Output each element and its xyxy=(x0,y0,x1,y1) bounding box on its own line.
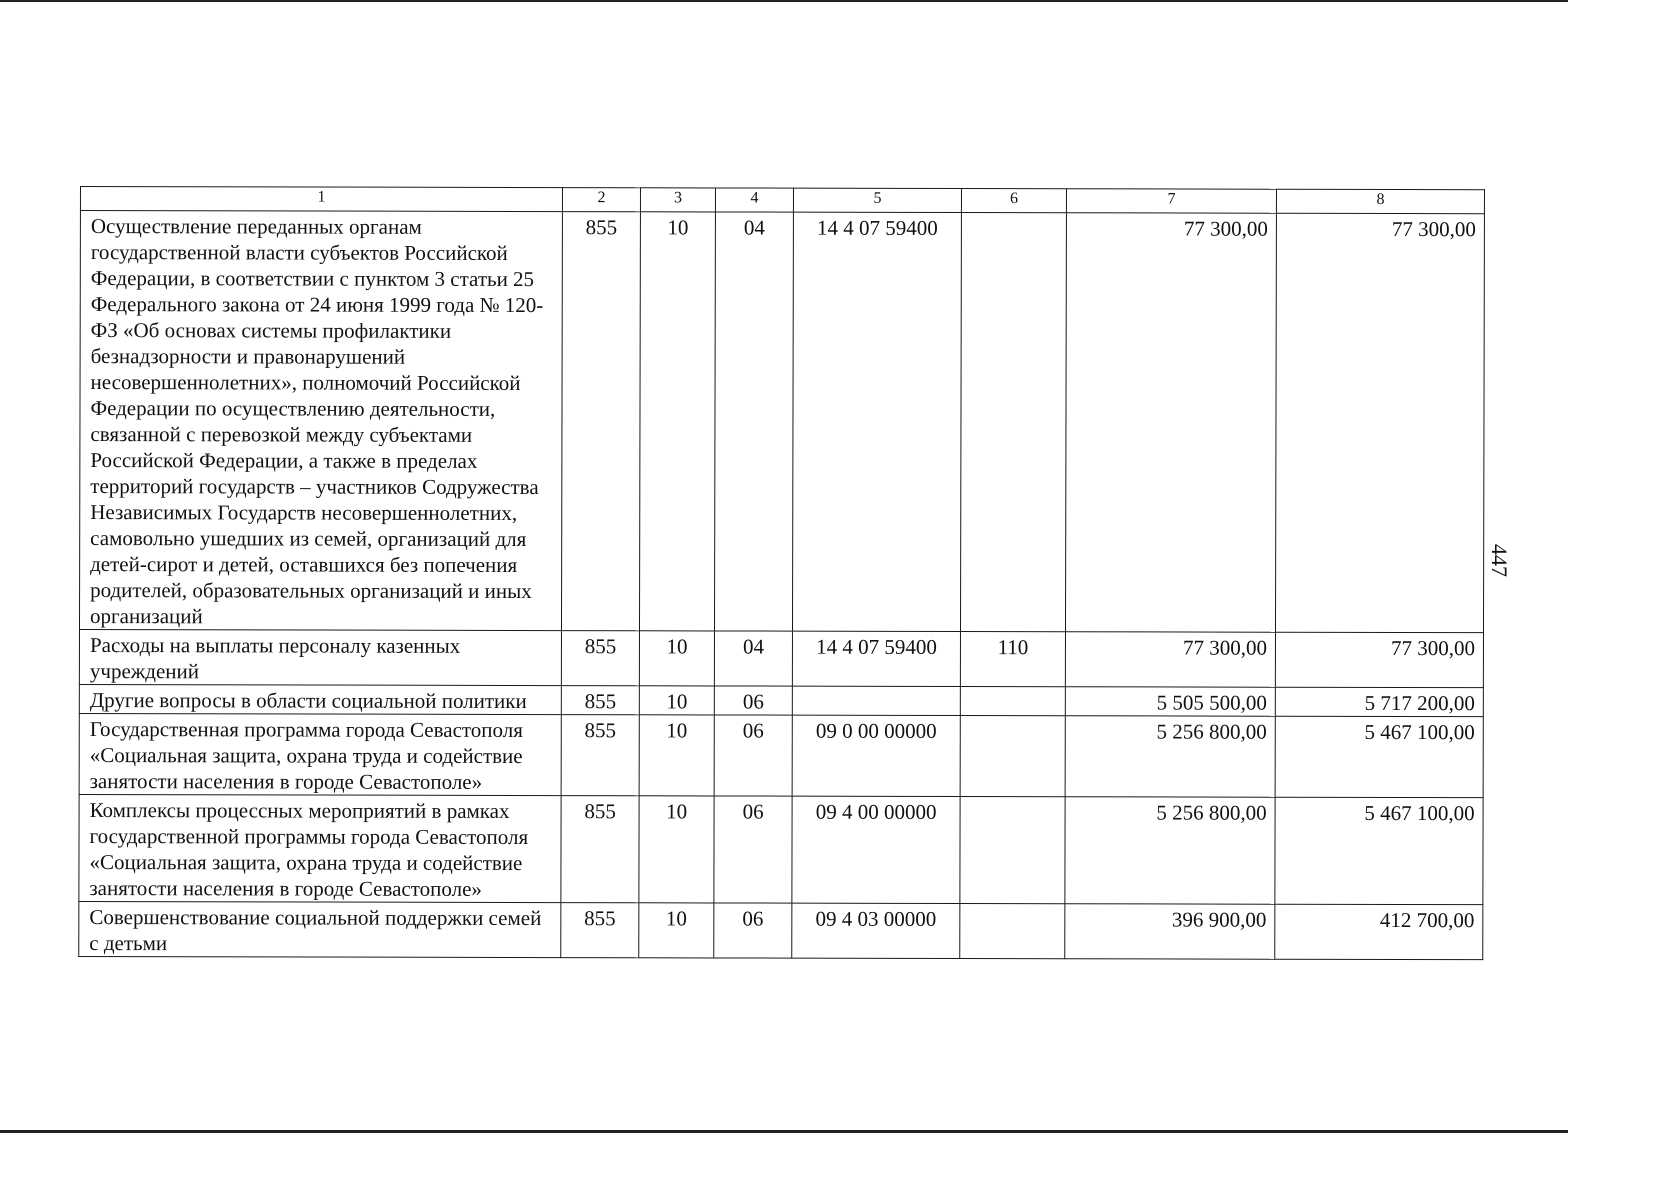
page-edge-top xyxy=(0,0,1568,2)
target-item-code: 14 4 07 59400 xyxy=(792,212,961,631)
ministry-code: 855 xyxy=(561,212,640,631)
amount-year-1: 5 256 800,00 xyxy=(1065,716,1275,797)
header-cell-6: 6 xyxy=(961,189,1066,213)
amount-year-2: 77 300,00 xyxy=(1275,213,1484,632)
target-item-code: 09 0 00 00000 xyxy=(792,715,960,796)
amount-year-1: 77 300,00 xyxy=(1065,213,1276,632)
amount-year-2: 5 467 100,00 xyxy=(1275,797,1483,904)
section-code: 10 xyxy=(639,796,714,903)
subsection-code: 04 xyxy=(714,212,793,631)
header-cell-8: 8 xyxy=(1276,189,1484,213)
amount-year-2: 77 300,00 xyxy=(1275,632,1483,687)
row-name: Другие вопросы в области социальной политики xyxy=(79,684,561,714)
expense-type-code xyxy=(960,686,1065,715)
section-code: 10 xyxy=(639,903,714,958)
amount-year-1: 396 900,00 xyxy=(1065,904,1275,959)
expense-type-code xyxy=(960,796,1065,903)
expense-type-code xyxy=(960,213,1066,632)
target-item-code: 14 4 07 59400 xyxy=(792,631,960,686)
table-header-row xyxy=(80,187,1484,214)
ministry-code: 855 xyxy=(561,796,639,903)
table-row xyxy=(79,713,1483,797)
subsection-code: 04 xyxy=(714,631,792,686)
table-row xyxy=(79,901,1483,959)
expense-type-code xyxy=(960,903,1065,958)
amount-year-2: 5 467 100,00 xyxy=(1275,716,1483,797)
expense-type-code: 110 xyxy=(960,631,1065,686)
page-edge-bottom xyxy=(0,1130,1568,1133)
subsection-code: 06 xyxy=(714,715,792,796)
subsection-code: 06 xyxy=(714,903,792,958)
amount-year-1: 77 300,00 xyxy=(1065,632,1275,687)
section-code: 10 xyxy=(639,686,714,715)
amount-year-1: 5 256 800,00 xyxy=(1065,797,1275,904)
ministry-code: 855 xyxy=(561,631,639,686)
expense-type-code xyxy=(960,715,1065,796)
table-row xyxy=(79,794,1483,904)
row-name: Совершенствование социальной поддержки семей с детьми xyxy=(79,901,561,957)
ministry-code: 855 xyxy=(561,686,639,715)
header-cell-7: 7 xyxy=(1066,189,1276,213)
amount-year-1: 5 505 500,00 xyxy=(1065,687,1275,716)
table-row xyxy=(79,684,1483,716)
ministry-code: 855 xyxy=(561,903,639,958)
subsection-code: 06 xyxy=(714,796,792,903)
row-name: Расходы на выплаты персоналу казенных учреждений xyxy=(79,630,561,686)
ministry-code: 855 xyxy=(561,715,639,796)
amount-year-2: 412 700,00 xyxy=(1275,904,1483,959)
row-name: Государственная программа города Севастополя «Социальная защита, охрана труда и содействие занятости населения в городе Севастополе» xyxy=(79,713,561,795)
header-cell-1: 1 xyxy=(80,187,562,212)
budget-table xyxy=(78,186,1485,960)
section-code: 10 xyxy=(639,631,714,686)
section-code: 10 xyxy=(639,715,714,796)
header-cell-5: 5 xyxy=(793,188,961,212)
row-name: Осуществление переданных органам государственной власти субъектов Российской Федерации, в соответствии с пунктом 3 статьи 25 Федерального закона от 24 июня 1999 года № 120-ФЗ «Об основах системы профилактики безнадзорности и правонарушений несовершеннолетних», полномочий Российской Федерации по осуществлению деятельности, связанной с перевозкой между субъектами Российской Федерации, а также в пределах территорий государств – участников Содружества Независимых Государств несовершеннолетних, самовольно ушедших из семей, организаций для детей-сирот и детей, оставшихся без попечения родителей, образовательных организаций и иных организаций xyxy=(79,211,562,631)
header-cell-4: 4 xyxy=(715,188,793,212)
target-item-code xyxy=(792,686,960,715)
section-code: 10 xyxy=(639,212,715,631)
page-number: 447 xyxy=(1487,544,1512,577)
header-cell-3: 3 xyxy=(640,188,715,212)
table-row xyxy=(79,211,1484,633)
row-name: Комплексы процессных мероприятий в рамках государственной программы города Севастополя «Социальная защита, охрана труда и содействие занятости населения в городе Севастополе» xyxy=(79,794,561,902)
target-item-code: 09 4 00 00000 xyxy=(792,796,960,903)
amount-year-2: 5 717 200,00 xyxy=(1275,687,1483,716)
header-cell-2: 2 xyxy=(562,188,640,212)
subsection-code: 06 xyxy=(714,686,792,715)
table-row xyxy=(79,630,1483,688)
target-item-code: 09 4 03 00000 xyxy=(792,903,960,958)
